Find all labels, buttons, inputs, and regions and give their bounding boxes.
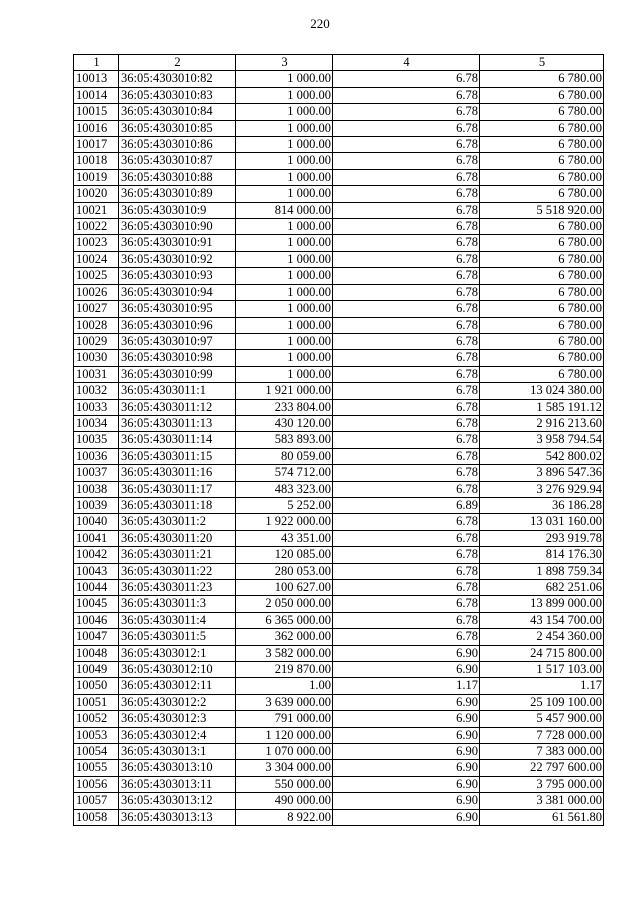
table-row bbox=[74, 497, 604, 513]
table-cell: 43 351.00 bbox=[236, 530, 333, 546]
table-cell: 6.89 bbox=[333, 497, 480, 513]
table-cell: 36:05:4303010:88 bbox=[119, 169, 236, 185]
table-row bbox=[74, 465, 604, 481]
table-cell: 25 109 100.00 bbox=[480, 694, 604, 710]
table-cell: 6.78 bbox=[333, 481, 480, 497]
table-row bbox=[74, 727, 604, 743]
table-cell: 6.78 bbox=[333, 235, 480, 251]
table-cell: 10058 bbox=[74, 809, 119, 825]
table-cell: 36:05:4303011:1 bbox=[119, 383, 236, 399]
table-row bbox=[74, 153, 604, 169]
table-cell: 10019 bbox=[74, 169, 119, 185]
table-cell: 6.78 bbox=[333, 612, 480, 628]
table-cell: 10017 bbox=[74, 137, 119, 153]
table-cell: 10036 bbox=[74, 448, 119, 464]
table-cell: 36:05:4303011:4 bbox=[119, 612, 236, 628]
table-cell: 36:05:4303010:98 bbox=[119, 350, 236, 366]
table-cell: 1 000.00 bbox=[236, 317, 333, 333]
table-cell: 36 186.28 bbox=[480, 497, 604, 513]
table-cell: 3 795 000.00 bbox=[480, 776, 604, 792]
table-cell: 10048 bbox=[74, 645, 119, 661]
table-cell: 36:05:4303010:82 bbox=[119, 71, 236, 87]
table-cell: 10038 bbox=[74, 481, 119, 497]
table-cell: 10026 bbox=[74, 284, 119, 300]
table-cell: 6.78 bbox=[333, 383, 480, 399]
table-cell: 1.17 bbox=[333, 678, 480, 694]
table-cell: 6.78 bbox=[333, 301, 480, 317]
table-cell: 36:05:4303010:83 bbox=[119, 87, 236, 103]
table-cell: 8 922.00 bbox=[236, 809, 333, 825]
table-cell: 36:05:4303010:9 bbox=[119, 202, 236, 218]
table-cell: 1 000.00 bbox=[236, 186, 333, 202]
table-cell: 6.78 bbox=[333, 120, 480, 136]
table-row bbox=[74, 596, 604, 612]
table-cell: 10025 bbox=[74, 268, 119, 284]
table-row bbox=[74, 793, 604, 809]
table-row bbox=[74, 235, 604, 251]
table-cell: 1 000.00 bbox=[236, 87, 333, 103]
table-cell: 233 804.00 bbox=[236, 399, 333, 415]
table-cell: 2 050 000.00 bbox=[236, 596, 333, 612]
table-cell: 1 921 000.00 bbox=[236, 383, 333, 399]
table-cell: 3 381 000.00 bbox=[480, 793, 604, 809]
table-cell: 6.90 bbox=[333, 793, 480, 809]
table-cell: 6 780.00 bbox=[480, 137, 604, 153]
table-cell: 6.78 bbox=[333, 465, 480, 481]
table-cell: 3 958 794.54 bbox=[480, 432, 604, 448]
table-cell: 10046 bbox=[74, 612, 119, 628]
table-row bbox=[74, 333, 604, 349]
table-cell: 6 780.00 bbox=[480, 235, 604, 251]
table-cell: 6.78 bbox=[333, 415, 480, 431]
table-cell: 6.90 bbox=[333, 744, 480, 760]
table-row bbox=[74, 219, 604, 235]
table-cell: 7 728 000.00 bbox=[480, 727, 604, 743]
table-row bbox=[74, 776, 604, 792]
table-cell: 36:05:4303011:14 bbox=[119, 432, 236, 448]
table-cell: 36:05:4303010:94 bbox=[119, 284, 236, 300]
table-cell: 1 000.00 bbox=[236, 120, 333, 136]
table-cell: 120 085.00 bbox=[236, 547, 333, 563]
table-cell: 6.90 bbox=[333, 645, 480, 661]
table-cell: 36:05:4303011:18 bbox=[119, 497, 236, 513]
table-cell: 791 000.00 bbox=[236, 711, 333, 727]
table-cell: 6.78 bbox=[333, 563, 480, 579]
table-cell: 6.78 bbox=[333, 284, 480, 300]
table-cell: 10013 bbox=[74, 71, 119, 87]
table-row bbox=[74, 694, 604, 710]
table-cell: 6 780.00 bbox=[480, 317, 604, 333]
table-cell: 10033 bbox=[74, 399, 119, 415]
table-cell: 36:05:4303013:1 bbox=[119, 744, 236, 760]
table-cell: 6.78 bbox=[333, 219, 480, 235]
table-cell: 10040 bbox=[74, 514, 119, 530]
table-cell: 550 000.00 bbox=[236, 776, 333, 792]
table-cell: 6 780.00 bbox=[480, 219, 604, 235]
table-cell: 1 000.00 bbox=[236, 301, 333, 317]
table-cell: 36:05:4303011:22 bbox=[119, 563, 236, 579]
table-cell: 6.78 bbox=[333, 547, 480, 563]
table-cell: 10035 bbox=[74, 432, 119, 448]
column-header: 5 bbox=[480, 55, 604, 71]
table-cell: 36:05:4303011:2 bbox=[119, 514, 236, 530]
table-cell: 6.78 bbox=[333, 448, 480, 464]
table-cell: 10056 bbox=[74, 776, 119, 792]
table-cell: 6.90 bbox=[333, 711, 480, 727]
table-cell: 6.78 bbox=[333, 202, 480, 218]
table-cell: 542 800.02 bbox=[480, 448, 604, 464]
table-row bbox=[74, 629, 604, 645]
table-row bbox=[74, 399, 604, 415]
table-row bbox=[74, 563, 604, 579]
table-cell: 10050 bbox=[74, 678, 119, 694]
table-cell: 219 870.00 bbox=[236, 662, 333, 678]
table-cell: 6.78 bbox=[333, 629, 480, 645]
table-cell: 5 518 920.00 bbox=[480, 202, 604, 218]
table-cell: 6 780.00 bbox=[480, 186, 604, 202]
table-cell: 1 585 191.12 bbox=[480, 399, 604, 415]
table-cell: 36:05:4303011:23 bbox=[119, 580, 236, 596]
table-cell: 6 780.00 bbox=[480, 169, 604, 185]
table-cell: 3 896 547.36 bbox=[480, 465, 604, 481]
table-row bbox=[74, 383, 604, 399]
table-cell: 6.78 bbox=[333, 350, 480, 366]
table-cell: 10054 bbox=[74, 744, 119, 760]
table-row bbox=[74, 481, 604, 497]
table-row bbox=[74, 284, 604, 300]
table-cell: 814 000.00 bbox=[236, 202, 333, 218]
table-row bbox=[74, 202, 604, 218]
table-cell: 1 000.00 bbox=[236, 284, 333, 300]
column-header: 1 bbox=[74, 55, 119, 71]
table-cell: 6.78 bbox=[333, 71, 480, 87]
table-cell: 13 899 000.00 bbox=[480, 596, 604, 612]
table-cell: 13 024 380.00 bbox=[480, 383, 604, 399]
table-cell: 1 000.00 bbox=[236, 366, 333, 382]
table-cell: 10027 bbox=[74, 301, 119, 317]
table-cell: 10023 bbox=[74, 235, 119, 251]
data-table bbox=[73, 54, 604, 826]
table-cell: 36:05:4303010:92 bbox=[119, 251, 236, 267]
table-cell: 10053 bbox=[74, 727, 119, 743]
table-cell: 5 457 900.00 bbox=[480, 711, 604, 727]
table-cell: 1 070 000.00 bbox=[236, 744, 333, 760]
table-cell: 6.78 bbox=[333, 186, 480, 202]
table-cell: 1 000.00 bbox=[236, 104, 333, 120]
table-row bbox=[74, 711, 604, 727]
table-row bbox=[74, 662, 604, 678]
table-row bbox=[74, 301, 604, 317]
table-cell: 10018 bbox=[74, 153, 119, 169]
table-cell: 1 000.00 bbox=[236, 350, 333, 366]
table-row bbox=[74, 366, 604, 382]
table-cell: 36:05:4303010:95 bbox=[119, 301, 236, 317]
table-row bbox=[74, 744, 604, 760]
table-row bbox=[74, 678, 604, 694]
table-cell: 1.00 bbox=[236, 678, 333, 694]
table-cell: 6.78 bbox=[333, 596, 480, 612]
table-cell: 6.78 bbox=[333, 137, 480, 153]
table-cell: 43 154 700.00 bbox=[480, 612, 604, 628]
table-cell: 36:05:4303013:10 bbox=[119, 760, 236, 776]
table-cell: 682 251.06 bbox=[480, 580, 604, 596]
table-row bbox=[74, 760, 604, 776]
table-cell: 6.78 bbox=[333, 268, 480, 284]
table-cell: 10039 bbox=[74, 497, 119, 513]
table-cell: 1 000.00 bbox=[236, 71, 333, 87]
table-cell: 6 780.00 bbox=[480, 87, 604, 103]
table-cell: 1 000.00 bbox=[236, 251, 333, 267]
table-cell: 10044 bbox=[74, 580, 119, 596]
table-cell: 6.78 bbox=[333, 432, 480, 448]
table-cell: 1 000.00 bbox=[236, 268, 333, 284]
table-cell: 1 517 103.00 bbox=[480, 662, 604, 678]
table-row bbox=[74, 514, 604, 530]
table-cell: 6 365 000.00 bbox=[236, 612, 333, 628]
table-row bbox=[74, 137, 604, 153]
table-cell: 36:05:4303012:11 bbox=[119, 678, 236, 694]
table-row bbox=[74, 809, 604, 825]
table-cell: 1 898 759.34 bbox=[480, 563, 604, 579]
table-cell: 3 639 000.00 bbox=[236, 694, 333, 710]
table-cell: 10030 bbox=[74, 350, 119, 366]
table-cell: 36:05:4303011:20 bbox=[119, 530, 236, 546]
table-cell: 430 120.00 bbox=[236, 415, 333, 431]
table-cell: 2 916 213.60 bbox=[480, 415, 604, 431]
table-cell: 36:05:4303013:13 bbox=[119, 809, 236, 825]
table-cell: 6.90 bbox=[333, 809, 480, 825]
table-cell: 6 780.00 bbox=[480, 350, 604, 366]
table-cell: 36:05:4303010:85 bbox=[119, 120, 236, 136]
table-row bbox=[74, 71, 604, 87]
table-cell: 6.78 bbox=[333, 153, 480, 169]
table-cell: 6 780.00 bbox=[480, 153, 604, 169]
table-cell: 36:05:4303012:3 bbox=[119, 711, 236, 727]
table-row bbox=[74, 317, 604, 333]
table-cell: 7 383 000.00 bbox=[480, 744, 604, 760]
table-row bbox=[74, 432, 604, 448]
table-cell: 6.90 bbox=[333, 662, 480, 678]
table-cell: 6.78 bbox=[333, 333, 480, 349]
table-row bbox=[74, 645, 604, 661]
table-cell: 36:05:4303011:16 bbox=[119, 465, 236, 481]
table-cell: 280 053.00 bbox=[236, 563, 333, 579]
table-cell: 10032 bbox=[74, 383, 119, 399]
table-cell: 10042 bbox=[74, 547, 119, 563]
table-row bbox=[74, 87, 604, 103]
table-cell: 1 120 000.00 bbox=[236, 727, 333, 743]
table-row bbox=[74, 448, 604, 464]
table-cell: 1 000.00 bbox=[236, 219, 333, 235]
table-cell: 6 780.00 bbox=[480, 120, 604, 136]
table-cell: 36:05:4303011:21 bbox=[119, 547, 236, 563]
table-row bbox=[74, 268, 604, 284]
table-cell: 6 780.00 bbox=[480, 284, 604, 300]
table-cell: 1 000.00 bbox=[236, 235, 333, 251]
table-cell: 36:05:4303010:86 bbox=[119, 137, 236, 153]
table-cell: 6.78 bbox=[333, 580, 480, 596]
table-row bbox=[74, 547, 604, 563]
table-cell: 6 780.00 bbox=[480, 104, 604, 120]
table-row bbox=[74, 251, 604, 267]
table-cell: 2 454 360.00 bbox=[480, 629, 604, 645]
table-cell: 10043 bbox=[74, 563, 119, 579]
table-cell: 10015 bbox=[74, 104, 119, 120]
table-cell: 1 000.00 bbox=[236, 137, 333, 153]
table-cell: 10049 bbox=[74, 662, 119, 678]
table-cell: 36:05:4303010:93 bbox=[119, 268, 236, 284]
table-cell: 36:05:4303010:91 bbox=[119, 235, 236, 251]
table-cell: 36:05:4303010:97 bbox=[119, 333, 236, 349]
table-cell: 10034 bbox=[74, 415, 119, 431]
column-header: 4 bbox=[333, 55, 480, 71]
table-cell: 100 627.00 bbox=[236, 580, 333, 596]
table-cell: 490 000.00 bbox=[236, 793, 333, 809]
table-row bbox=[74, 104, 604, 120]
table-cell: 36:05:4303010:84 bbox=[119, 104, 236, 120]
table-cell: 10037 bbox=[74, 465, 119, 481]
column-header: 3 bbox=[236, 55, 333, 71]
table-cell: 6.78 bbox=[333, 514, 480, 530]
table-cell: 583 893.00 bbox=[236, 432, 333, 448]
table-body bbox=[74, 71, 604, 826]
table-cell: 10057 bbox=[74, 793, 119, 809]
table-row bbox=[74, 612, 604, 628]
table-cell: 293 919.78 bbox=[480, 530, 604, 546]
table-cell: 574 712.00 bbox=[236, 465, 333, 481]
table-cell: 36:05:4303011:17 bbox=[119, 481, 236, 497]
table-cell: 6.78 bbox=[333, 530, 480, 546]
table-cell: 10016 bbox=[74, 120, 119, 136]
table-cell: 36:05:4303010:87 bbox=[119, 153, 236, 169]
table-cell: 6.90 bbox=[333, 776, 480, 792]
table-cell: 10028 bbox=[74, 317, 119, 333]
table-row bbox=[74, 415, 604, 431]
table-cell: 10014 bbox=[74, 87, 119, 103]
table-cell: 3 582 000.00 bbox=[236, 645, 333, 661]
table-cell: 6 780.00 bbox=[480, 268, 604, 284]
table-cell: 24 715 800.00 bbox=[480, 645, 604, 661]
table-cell: 36:05:4303013:11 bbox=[119, 776, 236, 792]
table-cell: 36:05:4303011:3 bbox=[119, 596, 236, 612]
table-cell: 13 031 160.00 bbox=[480, 514, 604, 530]
table-cell: 22 797 600.00 bbox=[480, 760, 604, 776]
table-cell: 36:05:4303012:4 bbox=[119, 727, 236, 743]
table-row bbox=[74, 120, 604, 136]
page-number: 220 bbox=[310, 16, 330, 31]
table-row bbox=[74, 530, 604, 546]
table-cell: 6 780.00 bbox=[480, 333, 604, 349]
table-row bbox=[74, 350, 604, 366]
table-cell: 36:05:4303012:2 bbox=[119, 694, 236, 710]
table-cell: 6.90 bbox=[333, 760, 480, 776]
table-row bbox=[74, 186, 604, 202]
table-cell: 36:05:4303011:12 bbox=[119, 399, 236, 415]
table-cell: 6.78 bbox=[333, 169, 480, 185]
table-cell: 362 000.00 bbox=[236, 629, 333, 645]
table-cell: 1.17 bbox=[480, 678, 604, 694]
table-cell: 6 780.00 bbox=[480, 301, 604, 317]
table-cell: 36:05:4303011:15 bbox=[119, 448, 236, 464]
table-cell: 10029 bbox=[74, 333, 119, 349]
table-cell: 36:05:4303010:99 bbox=[119, 366, 236, 382]
table-cell: 3 304 000.00 bbox=[236, 760, 333, 776]
table-cell: 36:05:4303010:89 bbox=[119, 186, 236, 202]
table-cell: 6.78 bbox=[333, 251, 480, 267]
table-cell: 814 176.30 bbox=[480, 547, 604, 563]
table-cell: 1 922 000.00 bbox=[236, 514, 333, 530]
table-cell: 36:05:4303010:90 bbox=[119, 219, 236, 235]
table-cell: 10052 bbox=[74, 711, 119, 727]
table-cell: 1 000.00 bbox=[236, 153, 333, 169]
table-header-row bbox=[74, 55, 604, 71]
table-cell: 36:05:4303012:10 bbox=[119, 662, 236, 678]
table-cell: 6.78 bbox=[333, 87, 480, 103]
table-cell: 1 000.00 bbox=[236, 169, 333, 185]
table-cell: 10041 bbox=[74, 530, 119, 546]
table-cell: 10022 bbox=[74, 219, 119, 235]
table-cell: 6 780.00 bbox=[480, 366, 604, 382]
table-cell: 10024 bbox=[74, 251, 119, 267]
table-cell: 36:05:4303012:1 bbox=[119, 645, 236, 661]
table-cell: 10031 bbox=[74, 366, 119, 382]
table-row bbox=[74, 169, 604, 185]
table-cell: 1 000.00 bbox=[236, 333, 333, 349]
table-cell: 36:05:4303013:12 bbox=[119, 793, 236, 809]
table-cell: 10020 bbox=[74, 186, 119, 202]
table-cell: 6.78 bbox=[333, 104, 480, 120]
table-cell: 36:05:4303011:5 bbox=[119, 629, 236, 645]
table-cell: 10021 bbox=[74, 202, 119, 218]
table-cell: 10047 bbox=[74, 629, 119, 645]
table-cell: 10055 bbox=[74, 760, 119, 776]
table-cell: 6 780.00 bbox=[480, 251, 604, 267]
table-cell: 6.90 bbox=[333, 727, 480, 743]
table-cell: 6.78 bbox=[333, 317, 480, 333]
table-cell: 80 059.00 bbox=[236, 448, 333, 464]
table-cell: 6 780.00 bbox=[480, 71, 604, 87]
table-cell: 36:05:4303010:96 bbox=[119, 317, 236, 333]
table-cell: 3 276 929.94 bbox=[480, 481, 604, 497]
table-cell: 6.90 bbox=[333, 694, 480, 710]
table-row bbox=[74, 580, 604, 596]
table-cell: 6.78 bbox=[333, 366, 480, 382]
table-cell: 6.78 bbox=[333, 399, 480, 415]
table-cell: 10051 bbox=[74, 694, 119, 710]
table-cell: 36:05:4303011:13 bbox=[119, 415, 236, 431]
column-header: 2 bbox=[119, 55, 236, 71]
table-cell: 483 323.00 bbox=[236, 481, 333, 497]
table-cell: 61 561.80 bbox=[480, 809, 604, 825]
table-cell: 5 252.00 bbox=[236, 497, 333, 513]
table-cell: 10045 bbox=[74, 596, 119, 612]
